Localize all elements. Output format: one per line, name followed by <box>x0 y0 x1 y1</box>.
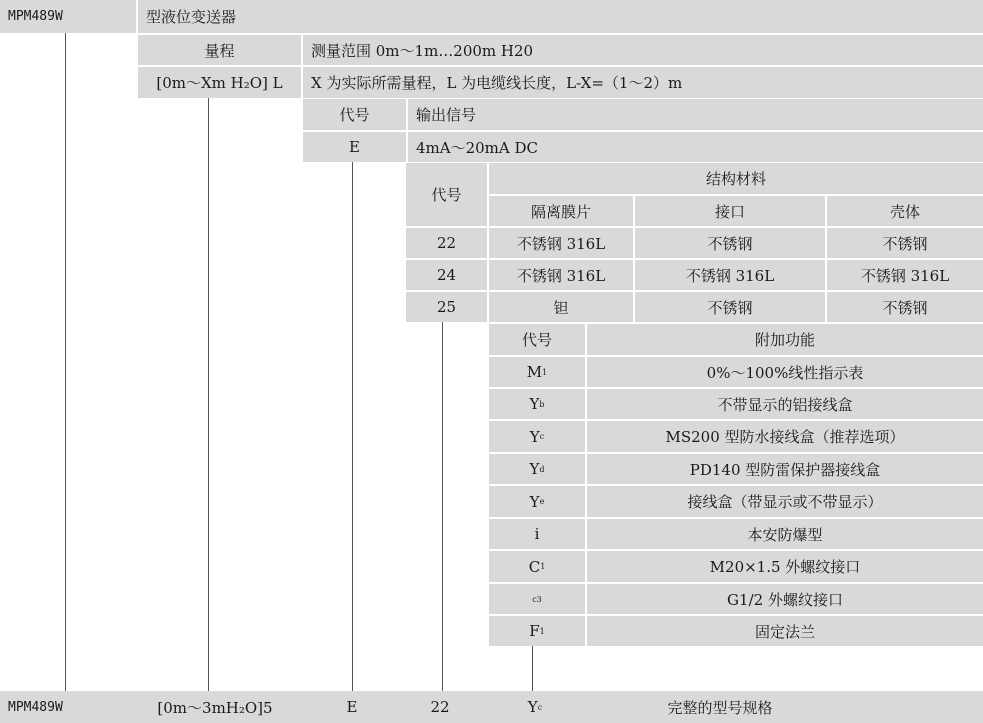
output-signal-header: 输出信号 <box>408 99 983 130</box>
full-model-range: [0m～3mH₂O]5 <box>157 698 273 717</box>
structure-row-membrane: 不锈钢 316L <box>489 228 633 258</box>
structure-row-shell: 不锈钢 <box>827 292 983 322</box>
range-label: 量程 <box>138 35 301 65</box>
connector-line <box>65 33 66 691</box>
option-function-header: 附加功能 <box>587 324 983 355</box>
full-model-label: 完整的型号规格 <box>667 698 773 717</box>
output-code-header: 代号 <box>303 99 406 130</box>
option-function: 接线盒（带显示或不带显示） <box>587 486 983 517</box>
full-model-option: Y c <box>527 698 543 716</box>
option-function: 本安防爆型 <box>587 519 983 549</box>
option-code-header: 代号 <box>489 324 585 355</box>
output-code: E <box>303 132 406 162</box>
option-code: M 1 <box>489 357 585 387</box>
structure-row-shell: 不锈钢 316L <box>827 260 983 290</box>
full-model-row <box>0 691 983 723</box>
structure-row-code: 25 <box>406 292 487 322</box>
structure-row-port: 不锈钢 <box>635 228 825 258</box>
full-model-output: E <box>346 698 358 716</box>
option-function: 固定法兰 <box>587 616 983 646</box>
structure-group-header: 结构材料 <box>489 163 983 194</box>
option-function: 0%～100%线性指示表 <box>587 357 983 387</box>
structure-row-shell: 不锈钢 <box>827 228 983 258</box>
model-code: MPM489W <box>0 0 136 33</box>
structure-row-code: 22 <box>406 228 487 258</box>
option-code: Y d <box>489 454 585 484</box>
structure-code-header: 代号 <box>406 163 487 226</box>
option-code: Y c <box>489 421 585 452</box>
connector-line <box>352 162 353 691</box>
range-code: [0m～Xm H₂O] L <box>138 67 301 98</box>
structure-row-membrane: 不锈钢 316L <box>489 260 633 290</box>
option-function: PD140 型防雷保护器接线盒 <box>587 454 983 484</box>
structure-col-shell: 壳体 <box>827 196 983 226</box>
connector-line <box>532 646 533 691</box>
option-code: c3 <box>489 584 585 614</box>
option-code: i <box>489 519 585 549</box>
model-description: 型液位变送器 <box>138 0 983 33</box>
structure-col-membrane: 隔离膜片 <box>489 196 633 226</box>
option-code: Y e <box>489 486 585 517</box>
option-function: 不带显示的铝接线盒 <box>587 389 983 419</box>
option-function: MS200 型防水接线盒（推荐选项） <box>587 421 983 452</box>
full-model-code: MPM489W <box>8 699 63 715</box>
structure-row-port: 不锈钢 316L <box>635 260 825 290</box>
range-note: X 为实际所需量程，L 为电缆线长度，L-X=（1～2）m <box>303 67 983 98</box>
structure-row-port: 不锈钢 <box>635 292 825 322</box>
option-function: G1/2 外螺纹接口 <box>587 584 983 614</box>
full-model-structure: 22 <box>430 698 450 716</box>
structure-row-membrane: 钽 <box>489 292 633 322</box>
connector-line <box>442 322 443 691</box>
structure-row-code: 24 <box>406 260 487 290</box>
output-signal: 4mA～20mA DC <box>408 132 983 162</box>
option-code: Y b <box>489 389 585 419</box>
option-function: M20×1.5 外螺纹接口 <box>587 551 983 582</box>
range-description: 测量范围 0m～1m…200m H20 <box>303 35 983 65</box>
option-code: C 1 <box>489 551 585 582</box>
option-code: F 1 <box>489 616 585 646</box>
connector-line <box>208 98 209 691</box>
structure-col-port: 接口 <box>635 196 825 226</box>
